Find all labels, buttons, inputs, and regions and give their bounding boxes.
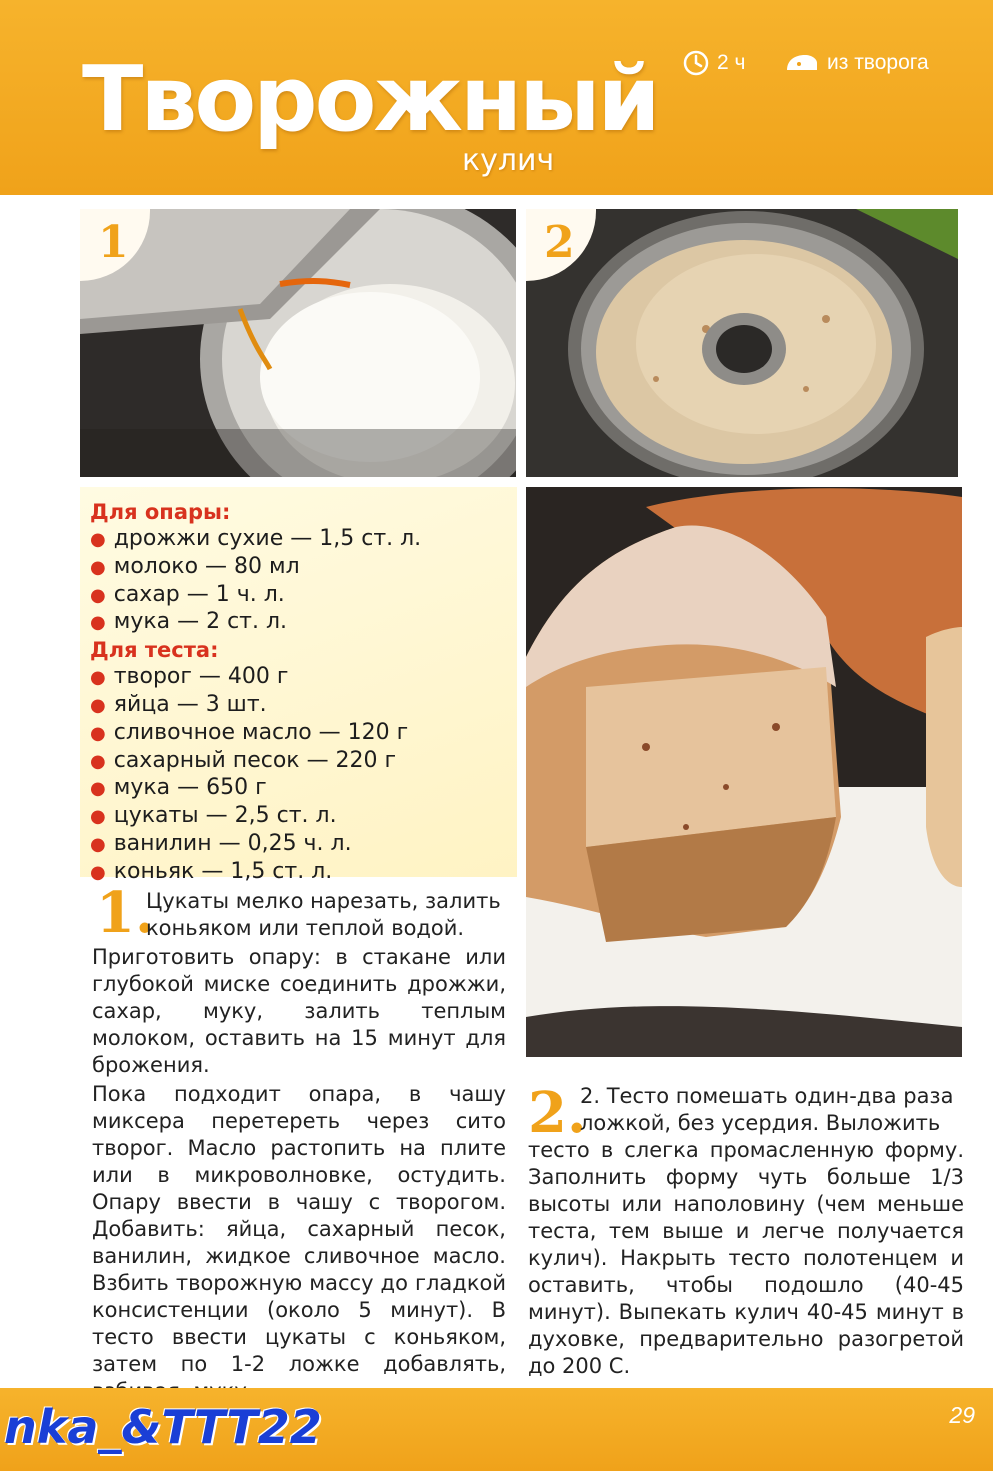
bullet-icon: ● <box>90 556 106 578</box>
step-1-number: 1. <box>96 880 155 946</box>
clock-icon <box>683 50 709 76</box>
dough-ingredient-list <box>90 664 517 886</box>
ingredient-item: ● ванилин — 0,25 ч. л. <box>90 830 352 856</box>
footer-band <box>0 1388 993 1471</box>
recipe-category-label: из творога <box>827 51 929 74</box>
cook-time-value: 2 ч <box>717 51 746 74</box>
ingredient-item: ● творог — 400 г <box>90 664 289 690</box>
ingredient-item: ● яйца — 3 шт. <box>90 691 267 717</box>
step-2-paragraph: тесто в слегка промасленную форму. Заполнить форму чуть больше 1/3 высоты или наполовину (чем меньше теста, тем выше и легче получается кулич). Накрыть тесто полотенцем и оставить, чтобы подошло (40-45 минут). Выпекать кулич 40-45 минут в духовке, предварительно разогретой до 200 С. <box>528 1138 964 1378</box>
sponge-heading: Для опары: <box>90 500 231 524</box>
watermark: nka_&TTT22 <box>4 1400 322 1454</box>
step-1-line-a: Цукаты мелко нарезать, залить <box>146 889 501 913</box>
step-1-intro <box>146 888 506 942</box>
step-2-body <box>528 1137 964 1380</box>
dough-heading: Для теста: <box>90 638 219 663</box>
step-1-paragraph: Приготовить опару: в стакане или глубокой миске соединить дрожжи, сахар, муку, залить теплым молоком, оставить на 15 минут для брожения. <box>92 945 506 1077</box>
ingredients-panel <box>80 487 517 884</box>
ingredient-item: ● дрожжи сухие — 1,5 ст. л. <box>90 526 422 551</box>
step-2-line-a: 2. Тесто помешать один-два раза <box>580 1084 954 1108</box>
ingredient-item: ● мука — 650 г <box>90 775 267 801</box>
cook-time <box>683 46 745 80</box>
bullet-icon: ● <box>90 806 106 828</box>
ingredient-item: ● молоко — 80 мл <box>90 553 300 579</box>
step-1-paragraph: Пока подходит опара, в чашу миксера перетереть через сито творог. Масло растопить на плите или в микроволновке, остудить. Опару ввести в чашу с творогом. Добавить: яйца, сахарный песок, ванилин, жидкое сливочное масло. Взбить творожную массу до гладкой консистенции (около 5 минут). В тесто ввести цукаты с коньяком, затем по 1-2 ложке добавлять, <box>92 1082 506 1376</box>
finished-cake-photo <box>526 487 962 1057</box>
recipe-subtitle: кулич <box>462 143 555 178</box>
ingredient-item: ● мука — 2 ст. л. <box>90 609 288 635</box>
bullet-icon: ● <box>90 584 106 606</box>
photo-step-badge: 1 <box>80 209 150 281</box>
bullet-icon: ● <box>90 833 106 855</box>
step-1-line-b: коньяком или теплой водой. <box>146 916 465 940</box>
cheese-icon <box>785 52 819 74</box>
bullet-icon: ● <box>90 667 106 689</box>
ingredient-item: ● коньяк — 1,5 ст. л. <box>90 858 333 884</box>
bullet-icon: ● <box>90 750 106 772</box>
step-1-photo <box>80 209 516 477</box>
step-2-number: 2. <box>528 1080 587 1146</box>
step-1-body <box>92 944 506 1405</box>
header-band <box>0 0 993 195</box>
bullet-icon: ● <box>90 778 106 800</box>
step-2-line-b: ложкой, без усердия. Выложить <box>580 1111 941 1135</box>
bullet-icon: ● <box>90 694 106 716</box>
recipe-title: Творожный <box>82 47 658 152</box>
bullet-icon: ● <box>90 529 106 550</box>
recipe-category <box>785 46 929 80</box>
step-2-intro <box>580 1083 964 1137</box>
photo-step-badge: 2 <box>526 209 596 281</box>
ingredient-item: ● сливочное масло — 120 г <box>90 719 409 745</box>
page-number: 29 <box>949 1402 975 1428</box>
bullet-icon: ● <box>90 722 106 744</box>
ingredient-item: ● сахарный песок — 220 г <box>90 747 397 773</box>
step-2-photo <box>526 209 958 477</box>
ingredient-item: ● цукаты — 2,5 ст. л. <box>90 803 337 829</box>
bullet-icon: ● <box>90 612 106 634</box>
ingredient-item: ● сахар — 1 ч. л. <box>90 581 285 607</box>
bullet-icon: ● <box>90 861 106 883</box>
sponge-ingredient-list <box>90 526 517 637</box>
